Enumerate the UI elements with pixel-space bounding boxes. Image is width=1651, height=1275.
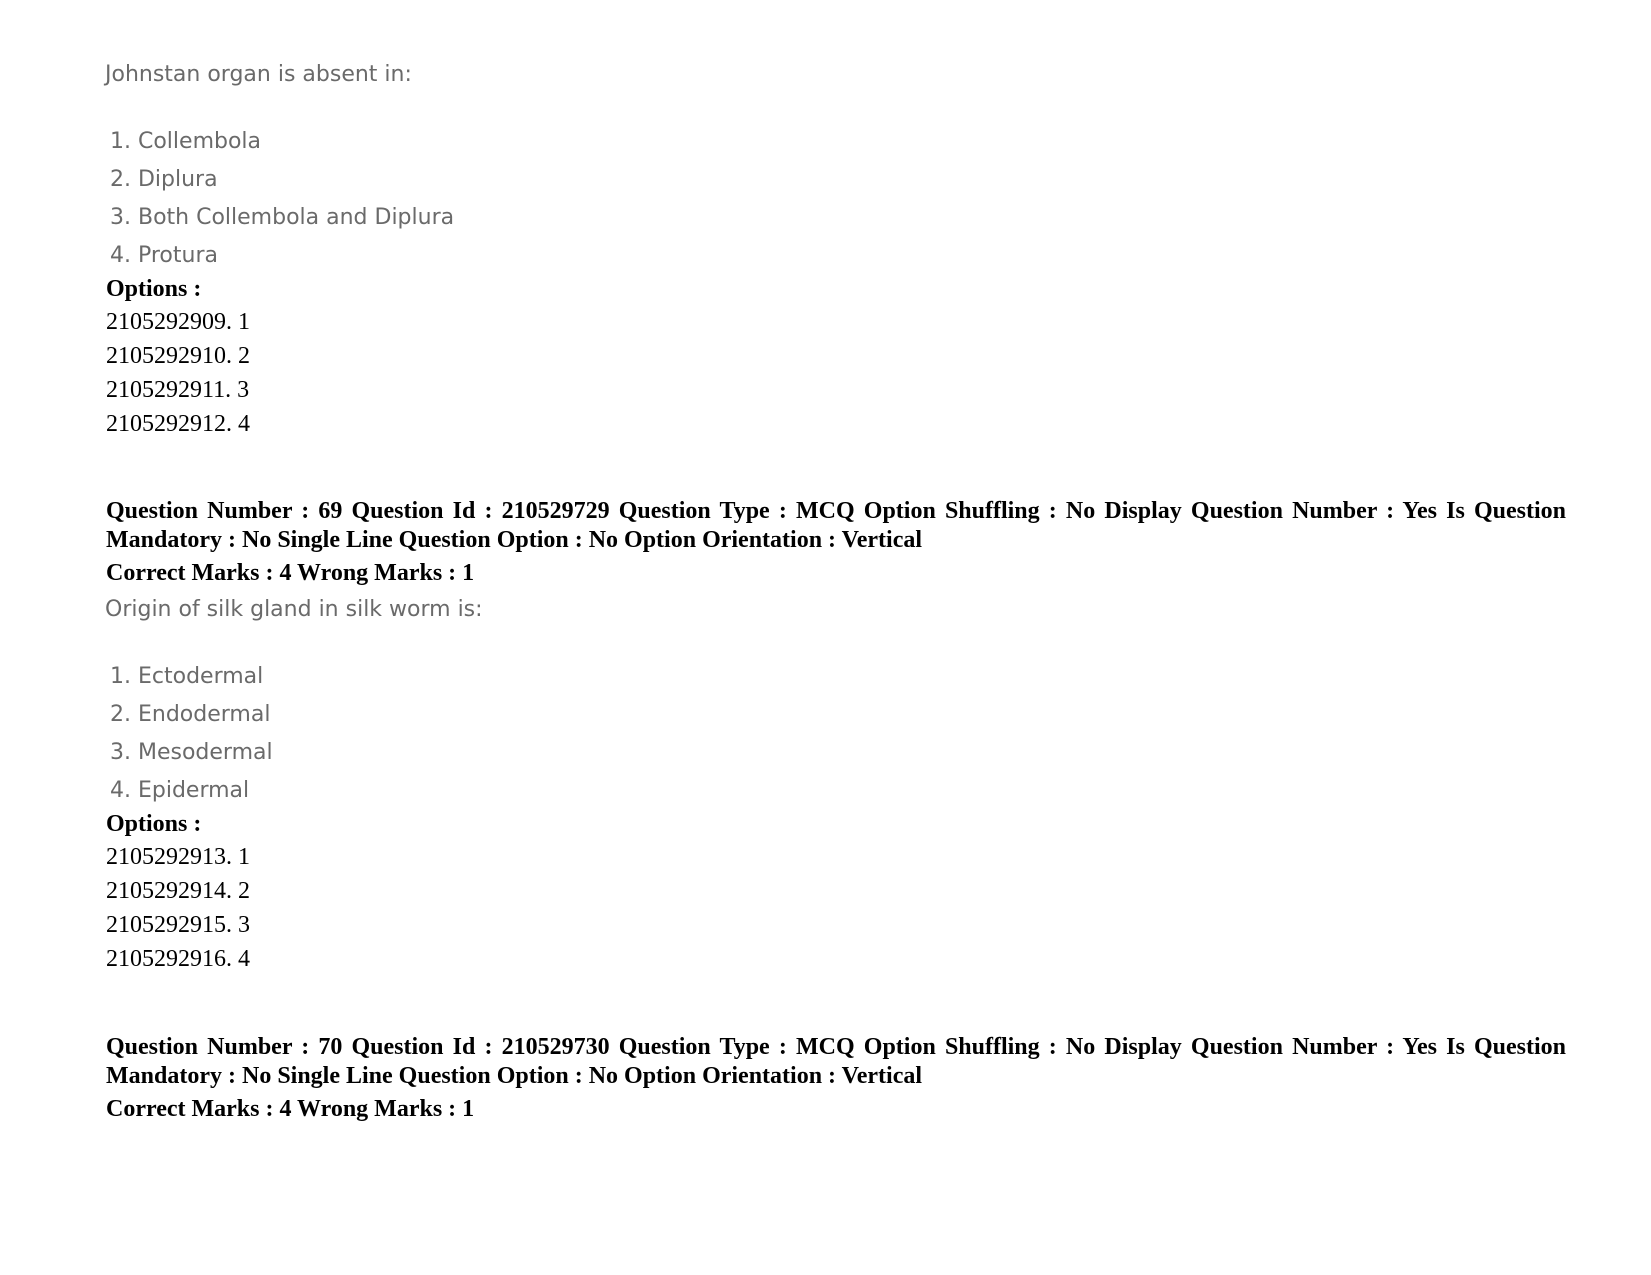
option-id: 2105292910. 2 (106, 343, 250, 369)
question-metadata: Question Number : 69 Question Id : 210529729 Question Type : MCQ Option Shuffling : No Display Question Number : Yes Is Question Mandatory : No Single Line Question Option : No Option Orientation : Vertical (106, 498, 1566, 553)
option-id: 2105292916. 4 (106, 946, 250, 972)
answer-choice-list (110, 123, 454, 275)
option-id: 2105292913. 1 (106, 844, 250, 870)
option-id: 2105292912. 4 (106, 411, 250, 437)
options-label: Options : (106, 276, 202, 302)
answer-choice: 1. Ectodermal (110, 664, 264, 689)
question-marks: Correct Marks : 4 Wrong Marks : 1 (106, 1096, 475, 1122)
answer-choice: 1. Collembola (110, 129, 262, 154)
question-text: Origin of silk gland in silk worm is: (105, 597, 483, 622)
answer-choice: 4. Epidermal (110, 778, 250, 803)
answer-choice: 3. Both Collembola and Diplura (110, 205, 455, 230)
option-id: 2105292911. 3 (106, 377, 250, 403)
answer-choice-list (110, 658, 273, 810)
option-id: 2105292909. 1 (106, 309, 250, 335)
answer-choice: 3. Mesodermal (110, 740, 273, 765)
question-marks: Correct Marks : 4 Wrong Marks : 1 (106, 560, 475, 586)
answer-choice: 2. Endodermal (110, 702, 271, 727)
option-id-list (106, 840, 250, 976)
option-id: 2105292915. 3 (106, 912, 250, 938)
answer-choice: 2. Diplura (110, 167, 218, 192)
option-id-list (106, 305, 250, 441)
question-text: Johnstan organ is absent in: (105, 62, 412, 87)
options-label: Options : (106, 811, 202, 837)
question-metadata: Question Number : 70 Question Id : 210529730 Question Type : MCQ Option Shuffling : No Display Question Number : Yes Is Question Mandatory : No Single Line Question Option : No Option Orientation : Vertical (106, 1034, 1566, 1089)
option-id: 2105292914. 2 (106, 878, 250, 904)
answer-choice: 4. Protura (110, 243, 218, 268)
